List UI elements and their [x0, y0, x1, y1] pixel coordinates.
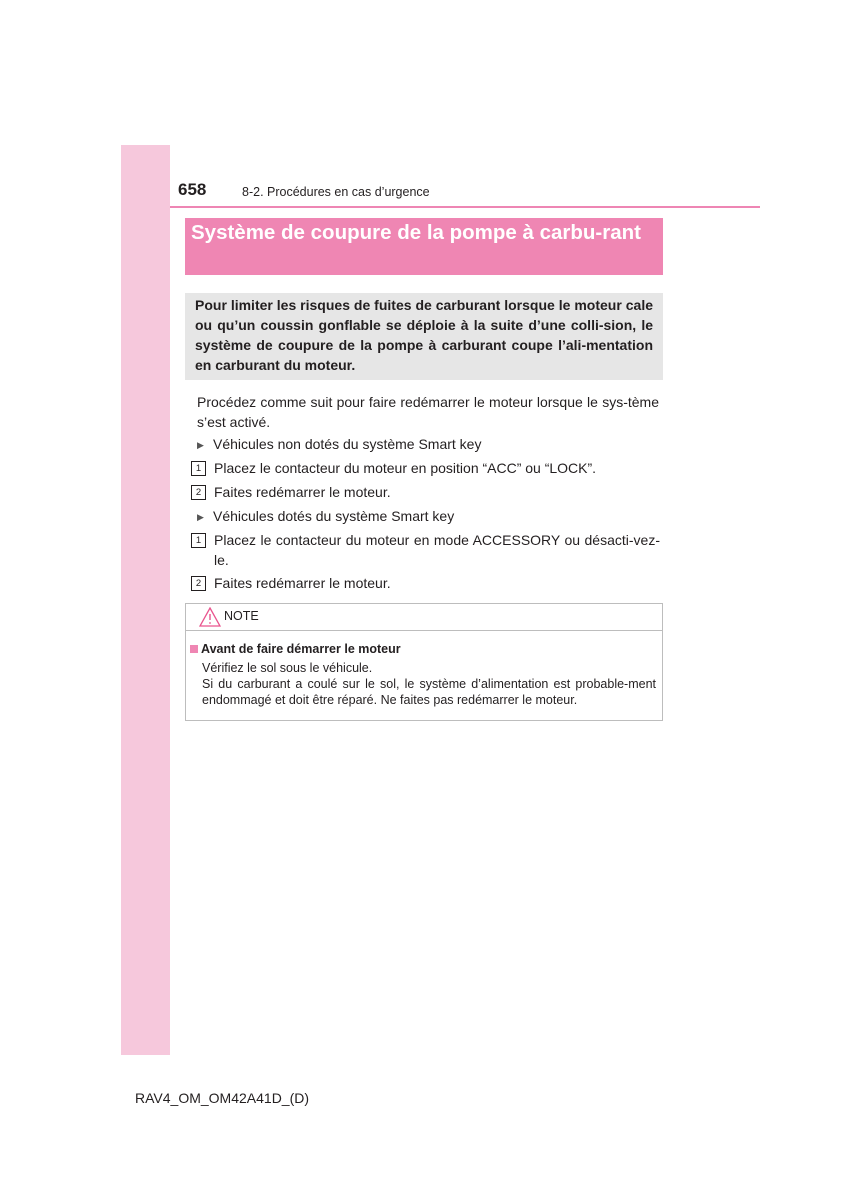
condition-label: Véhicules dotés du système Smart key [213, 508, 455, 524]
note-heading-text: Avant de faire démarrer le moteur [201, 642, 401, 656]
page-title: Système de coupure de la pompe à carbu-rant [191, 221, 641, 244]
condition-item [197, 506, 454, 527]
page-number: 658 [178, 180, 207, 199]
step-number-badge: 2 [191, 576, 206, 591]
note-box [185, 603, 663, 721]
document-code-footer: RAV4_OM_OM42A41D_(D) [135, 1090, 310, 1106]
step-number-badge: 2 [191, 485, 206, 500]
triangle-bullet-icon: ▶ [197, 512, 204, 522]
step-number-badge: 1 [191, 461, 206, 476]
condition-label: Véhicules non dotés du système Smart key [213, 436, 482, 452]
note-body [202, 660, 656, 708]
summary-box [185, 293, 663, 380]
step-text: Faites redémarrer le moteur. [214, 575, 391, 591]
triangle-bullet-icon: ▶ [197, 440, 204, 450]
note-line: Si du carburant a coulé sur le sol, le système d’alimentation est probable-ment endommagé et doit être réparé. Ne faites pas redémarrer le moteur. [202, 677, 656, 707]
condition-item [197, 434, 481, 455]
pink-square-icon [190, 645, 198, 653]
note-label: NOTE [224, 609, 259, 623]
chapter-side-tab [121, 145, 170, 1055]
summary-text: Pour limiter les risques de fuites de carburant lorsque le moteur cale ou qu’un coussin gonflable se déploie à la suite d’une colli-sion, le système de coupure de la pompe à carburant coupe l’ali-mentation en carburant du moteur. [195, 297, 653, 373]
note-heading [190, 642, 401, 656]
warning-triangle-icon [199, 607, 221, 627]
intro-paragraph: Procédez comme suit pour faire redémarrer le moteur lorsque le sys-tème s’est activé. [197, 394, 659, 430]
step-text: Faites redémarrer le moteur. [214, 484, 391, 500]
section-title-bar [185, 218, 663, 275]
note-header [186, 604, 662, 631]
step-text: Placez le contacteur du moteur en mode ACCESSORY ou désacti-vez-le. [214, 532, 660, 568]
note-line: Vérifiez le sol sous le véhicule. [202, 661, 373, 675]
step-text: Placez le contacteur du moteur en position “ACC” ou “LOCK”. [214, 460, 597, 476]
step-number-badge: 1 [191, 533, 206, 548]
header-divider [170, 206, 760, 208]
section-breadcrumb: 8-2. Procédures en cas d’urgence [242, 185, 430, 199]
